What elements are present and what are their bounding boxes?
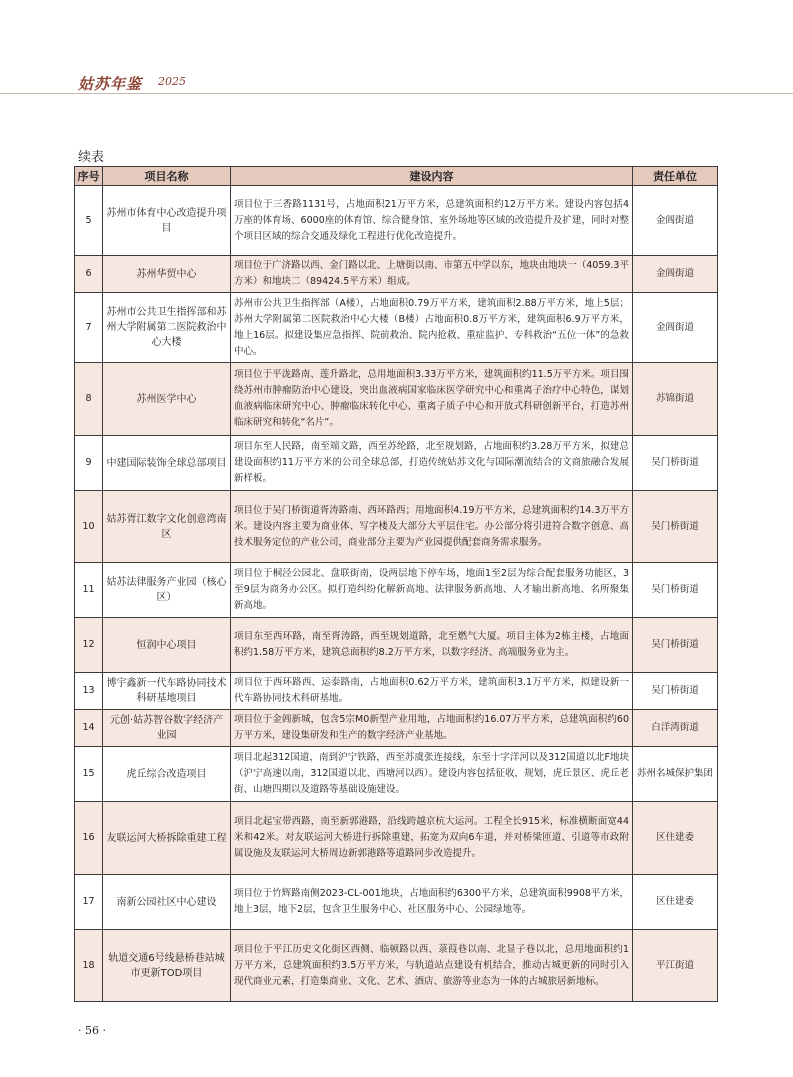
project-name: 姑苏法律服务产业园（核心区）	[103, 563, 231, 618]
project-name: 苏州华贸中心	[103, 256, 231, 293]
responsible-unit: 平江街道	[633, 930, 718, 1002]
project-content: 项目位于三香路1131号，占地面积21万平方米，总建筑面积约12万平方米。建设内容包括4万座的体育场、6000座的体育馆、综合健身馆、室外场地等区域的改造提升及扩建，同时对整个项目区域的综合交通及绿化工程进行优化改造提升。	[231, 186, 633, 256]
table-row	[75, 618, 718, 673]
project-content: 苏州市公共卫生指挥部（A楼），占地面积0.79万平方米，建筑面积2.88万平方米，地上5层；苏州大学附属第二医院救治中心大楼（B楼）占地面积0.8万平方米，建筑面积6.9万平方米，地上16层。拟建设集应急指挥、院前救治、院内抢救、重症监护、专科救治“五位一体”的急救中心。	[231, 293, 633, 363]
table-row	[75, 710, 718, 747]
project-content: 项目位于金阊新城，包含5宗M0新型产业用地，占地面积约16.07万平方米，总建筑面积约60万平方米，建设集研发和生产的数字经济产业基地。	[231, 710, 633, 747]
row-number: 5	[75, 186, 103, 256]
project-name: 友联运河大桥拆除重建工程	[103, 802, 231, 875]
project-content: 项目位于平江历史文化街区西侧、临顿路以西、菉葭巷以南、北显子巷以北，总用地面积约1万平方米，总建筑面积约3.5万平方米，与轨道站点建设有机结合，推动古城更新的同时引入现代商业元素，打造集商业、文化、艺术、酒店、旅游等业态为一体的古城旅居新地标。	[231, 930, 633, 1002]
responsible-unit: 苏锦街道	[633, 363, 718, 436]
row-number: 14	[75, 710, 103, 747]
table-row	[75, 747, 718, 802]
responsible-unit: 金阊街道	[633, 293, 718, 363]
project-content: 项目位于广济路以西、金门路以北、上塘街以南、市第五中学以东，地块由地块一（4059.3平方米）和地块二（89424.5平方米）组成。	[231, 256, 633, 293]
table-row	[75, 186, 718, 256]
row-number: 9	[75, 436, 103, 491]
responsible-unit: 区住建委	[633, 875, 718, 930]
responsible-unit: 吴门桥街道	[633, 618, 718, 673]
row-number: 11	[75, 563, 103, 618]
row-number: 10	[75, 491, 103, 563]
project-name: 虎丘综合改造项目	[103, 747, 231, 802]
row-number: 7	[75, 293, 103, 363]
responsible-unit: 苏州名城保护集团	[633, 747, 718, 802]
column-header-content: 建设内容	[231, 167, 633, 186]
responsible-unit: 吴门桥街道	[633, 563, 718, 618]
project-name: 元创·姑苏智谷数字经济产业园	[103, 710, 231, 747]
responsible-unit: 吴门桥街道	[633, 491, 718, 563]
table-row	[75, 802, 718, 875]
project-content: 项目东至西环路，南至胥涛路，西至规划道路，北至燃气大厦。项目主体为2栋主楼，占地面积约1.58万平方米，建筑总面积约8.2万平方米，以数字经济、高端服务业为主。	[231, 618, 633, 673]
row-number: 6	[75, 256, 103, 293]
table-row	[75, 673, 718, 710]
row-number: 17	[75, 875, 103, 930]
responsible-unit: 白洋湾街道	[633, 710, 718, 747]
project-name: 中建国际装饰全球总部项目	[103, 436, 231, 491]
project-content: 项目北起宝带西路，南至新郭港路，沿线跨越京杭大运河。工程全长915米，标准横断面宽44米和42米。对友联运河大桥进行拆除重建，拓宽为双向6车道，并对桥梁匝道、引道等市政附属设施及友联运河大桥周边新郭港路等道路同步改造提升。	[231, 802, 633, 875]
project-name: 恒润中心项目	[103, 618, 231, 673]
project-name: 苏州医学中心	[103, 363, 231, 436]
project-name: 博宇鑫新一代车路协同技术科研基地项目	[103, 673, 231, 710]
project-content: 项目位于竹辉路南侧2023-CL-001地块，占地面积约6300平方米，总建筑面积9908平方米，地上3层，地下2层，包含卫生服务中心、社区服务中心、公园绿地等。	[231, 875, 633, 930]
table-row	[75, 293, 718, 363]
project-name: 南新公园社区中心建设	[103, 875, 231, 930]
project-content: 项目东至人民路，南至端文路，西至苏纶路，北至规划路，占地面积约3.28万平方米，拟建总建设面积约11万平方米的公司全球总部，打造传统姑苏文化与国际潮流结合的文商旅融合发展新样板。	[231, 436, 633, 491]
table-row	[75, 563, 718, 618]
row-number: 12	[75, 618, 103, 673]
row-number: 8	[75, 363, 103, 436]
responsible-unit: 区住建委	[633, 802, 718, 875]
header-year: 2025	[158, 75, 186, 88]
responsible-unit: 吴门桥街道	[633, 673, 718, 710]
table-row	[75, 875, 718, 930]
column-header-project-name: 项目名称	[103, 167, 231, 186]
responsible-unit: 金阊街道	[633, 256, 718, 293]
table-row	[75, 930, 718, 1002]
project-content: 项目北起312国道，南到沪宁铁路，西至苏虞张连接线，东至十字洋河以及312国道以北F地块（沪宁高速以南，312国道以北、西塘河以西）。建设内容包括征收，规划，虎丘景区、虎丘老街、山塘四期以及道路等基础设施建设。	[231, 747, 633, 802]
column-header-responsible-unit: 责任单位	[633, 167, 718, 186]
row-number: 13	[75, 673, 103, 710]
table-row	[75, 491, 718, 563]
responsible-unit: 吴门桥街道	[633, 436, 718, 491]
project-name: 苏州市体育中心改造提升项目	[103, 186, 231, 256]
table-row	[75, 363, 718, 436]
row-number: 15	[75, 747, 103, 802]
project-name: 姑苏胥江数字文化创意湾南区	[103, 491, 231, 563]
project-table	[74, 166, 718, 1002]
table-row	[75, 436, 718, 491]
table-header-row	[75, 167, 718, 186]
project-content: 项目位于吴门桥街道胥涛路南、西环路西；用地面积4.19万平方米，总建筑面积约14.3万平方米。建设内容主要为商业体、写字楼及大部分大平层住宅。办公部分将引进符合数字创意、高技术服务定位的产业公司，商业部分主要为产业园提供配套商务需求服务。	[231, 491, 633, 563]
project-content: 项目位于平泷路南、莲升路北，总用地面积3.33万平方米，建筑面积约11.5万平方米。项目围绕苏州市肿瘤防治中心建设，突出血液病国家临床医学研究中心和重离子治疗中心特色，谋划血液病临床研究中心、肿瘤临床转化中心、重离子质子中心和开放式科研创新平台，打造苏州临床研究和转化“名片”。	[231, 363, 633, 436]
project-name: 苏州市公共卫生指挥部和苏州大学附属第二医院救治中心大楼	[103, 293, 231, 363]
row-number: 18	[75, 930, 103, 1002]
project-content: 项目位于桐泾公园北、盘联街南，设两层地下停车场，地面1至2层为综合配套服务功能区，3至9层为商务办公区。拟打造纠纷化解新高地、法律服务新高地、人才输出新高地、名所聚集新高地。	[231, 563, 633, 618]
table-row	[75, 256, 718, 293]
responsible-unit: 金阊街道	[633, 186, 718, 256]
column-header-number: 序号	[75, 167, 103, 186]
project-name: 轨道交通6号线悬桥巷站城市更新TOD项目	[103, 930, 231, 1002]
page-number: · 56 ·	[78, 1024, 106, 1037]
continued-label: 续表	[78, 150, 105, 165]
row-number: 16	[75, 802, 103, 875]
project-content: 项目位于西环路西、运泰路南，占地面积0.62万平方米，建筑面积3.1万平方米，拟建设新一代车路协同技术科研基地。	[231, 673, 633, 710]
header-logo: 姑苏年鉴	[78, 75, 143, 93]
header-divider	[0, 93, 793, 94]
